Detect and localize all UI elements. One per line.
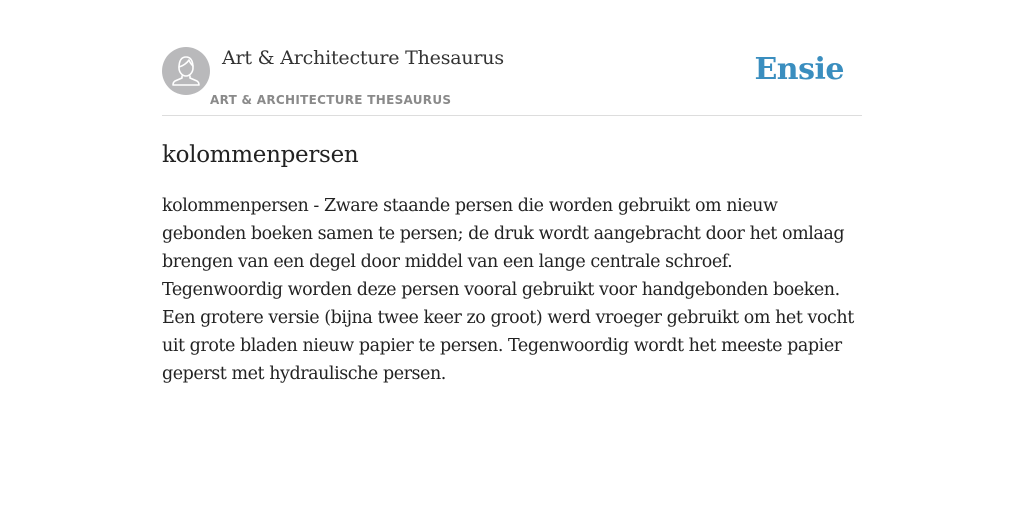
definition-line: uit grote bladen nieuw papier te persen. Tegenwoordig wordt het meeste papier [162, 336, 842, 356]
definition-line: brengen van een degel door middel van een lange centrale schroef. [162, 252, 733, 272]
definition-line: geperst met hydraulische persen. [162, 364, 446, 384]
entry-title: kolommenpersen [162, 142, 359, 168]
entry-definition [162, 192, 862, 388]
definition-line: Tegenwoordig worden deze persen vooral gebruikt voor handgebonden boeken. [162, 280, 840, 300]
definition-line: kolommenpersen - Zware staande persen die worden gebruikt om nieuw [162, 196, 778, 216]
entry-header [162, 46, 862, 116]
ensie-logo-link[interactable]: Ensie [754, 52, 844, 87]
author-name-link[interactable]: Art & Architecture Thesaurus [222, 47, 504, 69]
author-subtitle: ART & ARCHITECTURE THESAURUS [210, 93, 452, 107]
definition-line: Een grotere versie (bijna twee keer zo groot) werd vroeger gebruikt om het vocht [162, 308, 854, 328]
author-avatar[interactable] [162, 47, 210, 95]
definition-line: gebonden boeken samen te persen; de druk wordt aangebracht door het omlaag [162, 224, 845, 244]
user-silhouette-icon [162, 47, 210, 95]
